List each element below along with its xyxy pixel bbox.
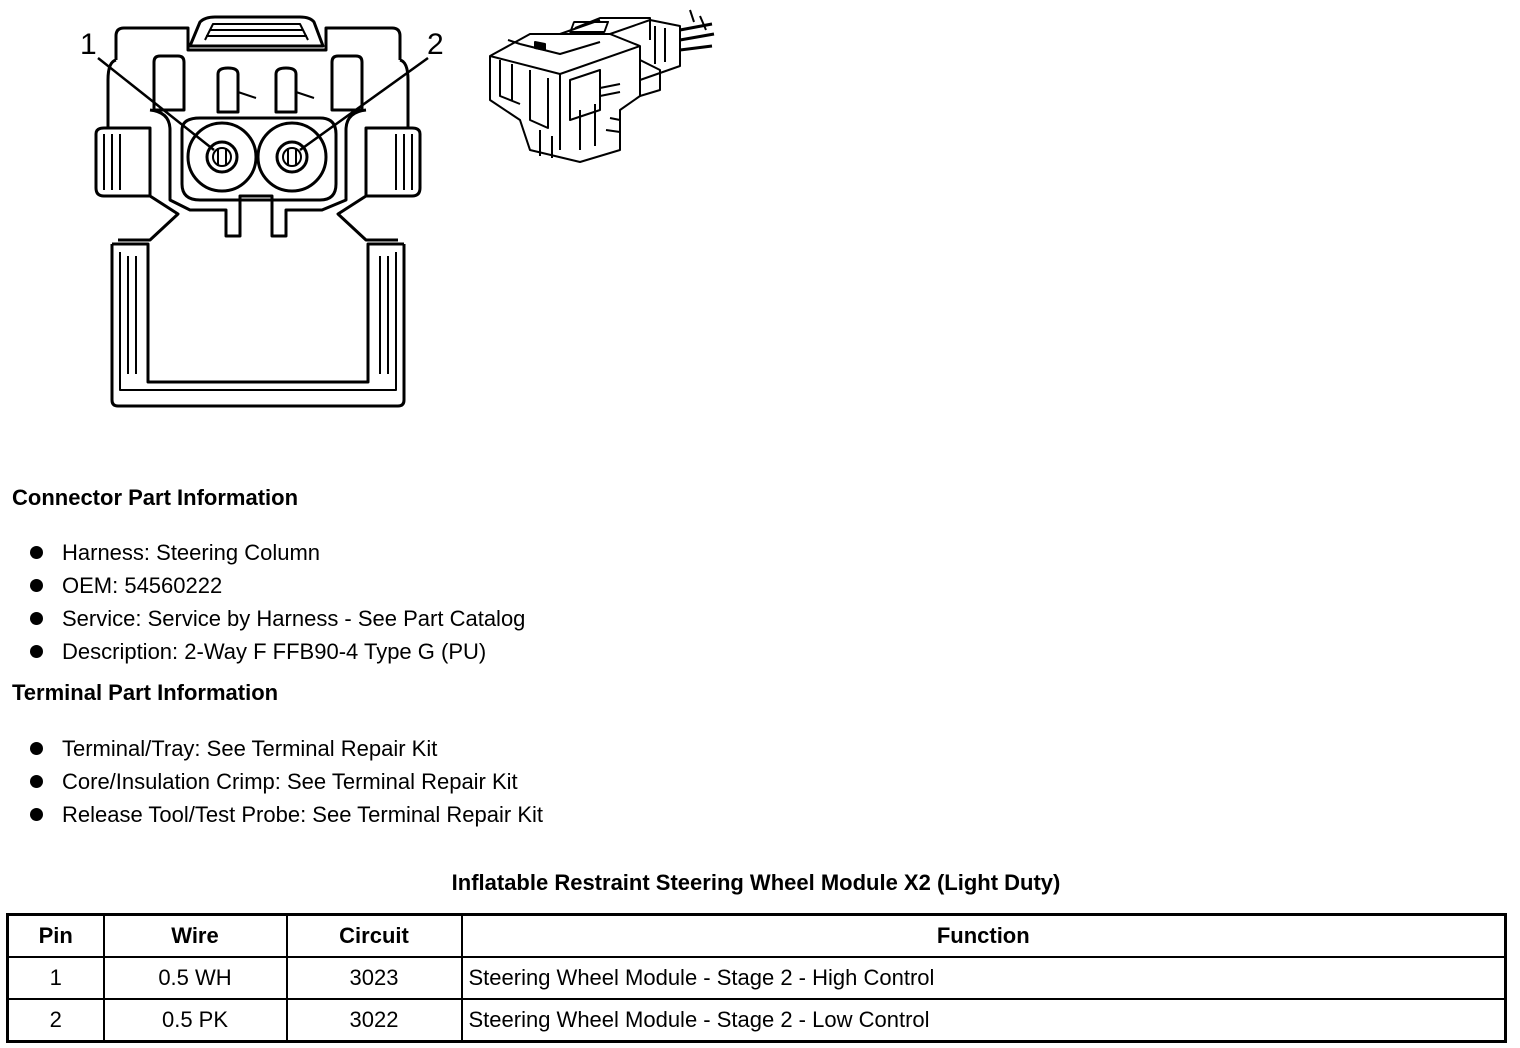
bullet-icon [30, 775, 43, 788]
list-item [28, 536, 525, 569]
connector-info-heading: Connector Part Information [12, 485, 299, 510]
column-header-function: Function [462, 915, 1506, 958]
connector-isometric-drawing [0, 0, 740, 170]
list-item-text: Release Tool/Test Probe: See Terminal Repair Kit [62, 802, 543, 827]
column-header-wire: Wire [104, 915, 287, 958]
cell-wire: 0.5 WH [104, 957, 287, 999]
cell-pin: 2 [8, 999, 104, 1042]
table-row [8, 999, 1506, 1042]
pin-2-label: 2 [427, 28, 444, 61]
bullet-icon [30, 645, 43, 658]
pinout-table [6, 913, 1507, 1043]
cell-pin: 1 [8, 957, 104, 999]
list-item [28, 798, 543, 831]
column-header-pin: Pin [8, 915, 104, 958]
list-item-text: Terminal/Tray: See Terminal Repair Kit [62, 736, 438, 761]
table-header-row [8, 915, 1506, 958]
cell-circuit: 3022 [287, 999, 462, 1042]
cell-wire: 0.5 PK [104, 999, 287, 1042]
bullet-icon [30, 808, 43, 821]
list-item [28, 602, 525, 635]
bullet-icon [30, 579, 43, 592]
column-header-circuit: Circuit [287, 915, 462, 958]
cell-circuit: 3023 [287, 957, 462, 999]
list-item [28, 635, 525, 668]
table-row [8, 957, 1506, 999]
cell-function: Steering Wheel Module - Stage 2 - High Control [462, 957, 1506, 999]
list-item [28, 732, 543, 765]
list-item-text: Core/Insulation Crimp: See Terminal Repair Kit [62, 769, 518, 794]
terminal-info-list [28, 732, 543, 831]
bullet-icon [30, 742, 43, 755]
connector-info-list [28, 536, 525, 668]
list-item-text: Harness: Steering Column [62, 540, 321, 565]
list-item [28, 569, 525, 602]
cell-function: Steering Wheel Module - Stage 2 - Low Control [462, 999, 1506, 1042]
list-item-text: OEM: 54560222 [62, 573, 223, 598]
list-item-text: Description: 2-Way F FFB90-4 Type G (PU) [62, 639, 487, 664]
table-title: Inflatable Restraint Steering Wheel Module X2 (Light Duty) [451, 870, 1061, 895]
list-item-text: Service: Service by Harness - See Part Catalog [62, 606, 526, 631]
pin-1-label: 1 [80, 28, 97, 61]
bullet-icon [30, 546, 43, 559]
bullet-icon [30, 612, 43, 625]
list-item [28, 765, 543, 798]
terminal-info-heading: Terminal Part Information [12, 680, 279, 705]
